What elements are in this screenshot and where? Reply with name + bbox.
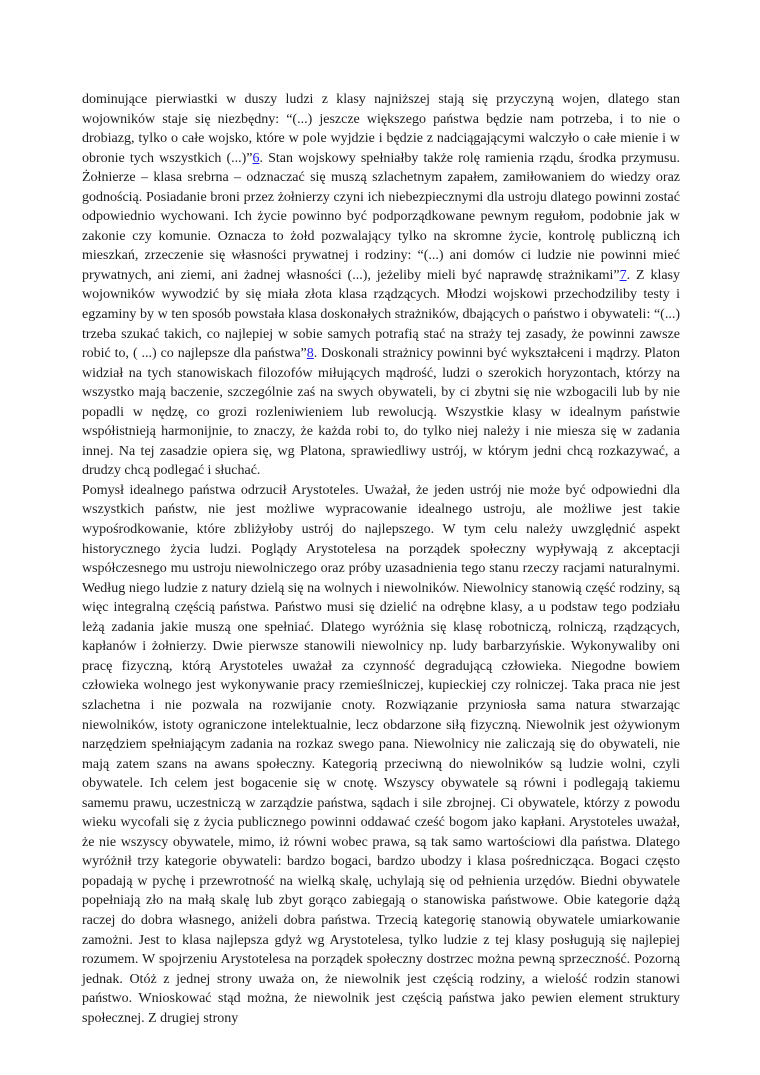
footnote-link-6[interactable]: 6 bbox=[252, 150, 260, 166]
paragraph-plato-text-2: . Stan wojskowy spełniałby także rolę ramienia rządu, środka przymusu. Żołnierze – klasa srebrna – odznaczać się muszą szlachetnym zapałem, zamiłowaniem do wiedzy oraz godnością. Posiadanie broni przez żołnierzy czyni ich niebezpiecznymi dla ustroju dlatego powinni zostać odpowiednio wychowani. Ich życie powinno być podporządkowane pewnym regułom, podobnie jak w zakonie czy komunie. Oznacza to żołd pozwalający tylko na skromne życie, kontrolę publiczną ich mieszkań, zrzeczenie się własności prywatnej i rodziny: “(...) ani domów ci ludzie nie powinni mieć prywatnych, ani ziemi, ani żadnej własności (...), jeżeliby mieli być naprawdę strażnikami” bbox=[82, 150, 681, 283]
paragraph-plato-text-3: . Z klasy wojowników wywodzić by się miała złota klasa rządzących. Młodzi wojskowi przechodziliby testy i egzaminy by w ten sposób powstała klasa doskonałych strażników, dbających o państwo i obywateli: “(...) trzeba szukać takich, co najlepiej w sobie samych potrafią stać na straży tej zasady, że powinni zawsze robić to, ( ...) co najlepsze dla państwa” bbox=[82, 267, 680, 362]
paragraph-plato bbox=[82, 90, 680, 481]
paragraph-aristotle: Pomysł idealnego państwa odrzucił Arystoteles. Uważał, że jeden ustrój nie może być odpowiedni dla wszystkich państw, nie jest możliwe wypracowanie idealnego ustroju, ale możliwe jest takie wypośrodkowanie, które zbliżyłoby ustrój do najlepszego. W tym celu należy uwzględnić aspekt historycznego życia ludzi. Poglądy Arystotelesa na porządek społeczny wypływają z akceptacji współczesnego mu ustroju niewolniczego oraz próby uzasadnienia tego stanu rzeczy racjami naturalnymi. Według niego ludzie z natury dzielą się na wolnych i niewolników. Niewolnicy stanowią część rodziny, są więc integralną częścią państwa. Państwo musi się dzielić na odrębne klasy, a u podstaw tego podziału leżą zadania jakie muszą one spełniać. Dlatego wyróżnia się klasę robotniczą, rolniczą, rządzących, kapłanów i żołnierzy. Dwie pierwsze stanowili niewolnicy np. ludy barbarzyńskie. Wykonywaliby oni pracę fizyczną, którą Arystoteles uważał za czynność degradującą człowieka. Niegodne bowiem człowieka wolnego jest wykonywanie pracy rzemieślniczej, kupieckiej czy rolniczej. Taka praca nie jest szlachetna i nie pozwala na rozwijanie cnoty. Rozwiązanie przyniosła sama natura stwarzając niewolników, istoty ograniczone intelektualnie, lecz obdarzone siłą fizyczną. Niewolnik jest ożywionym narzędziem spełniającym zadania na rozkaz swego pana. Niewolnicy nie zaliczają się do obywateli, nie mają zatem szans na awans społeczny. Kategorią przeciwną do niewolników są ludzie wolni, czyli obywatele. Ich celem jest bogacenie się w cnotę. Wszyscy obywatele są równi i podlegają takiemu samemu prawu, uczestniczą w zarządzie państwa, sądach i sile zbrojnej. Ci obywatele, którzy z powodu wieku wycofali się z życia publicznego powinni oddawać cześć bogom jako kapłani. Arystoteles uważał, że nie wszyscy obywatele, mimo, iż równi wobec prawa, są tak samo wartościowi dla państwa. Dlatego wyróżnił trzy kategorie obywateli: bardzo bogaci, bardzo ubodzy i klasa pośrednicząca. Bogaci często popadają w pychę i przewrotność na wielką skalę, uchylają się od pełnienia urzędów. Biedni obywatele popełniają zło na małą skalę lub zbyt gorąco zabiegają o stanowiska państwowe. Obie kategorie dążą raczej do dobra własnego, aniżeli dobra państwa. Trzecią kategorię stanowią obywatele umiarkowanie zamożni. Jest to klasa najlepsza gdyż wg Arystotelesa, tylko ludzie z tej klasy posługują się najlepiej rozumem. W spojrzeniu Arystotelesa na porządek społeczny dostrzec można pewną sprzeczność. Pozorną jednak. Otóż z jednej strony uważa on, że niewolnik jest częścią rodziny, a wielość rodzin stanowi państwo. Wnioskować stąd można, że niewolnik jest częścią państwa jako pewien element struktury społecznej. Z drugiej strony bbox=[82, 482, 680, 1026]
paragraph-plato-text-4: . Doskonali strażnicy powinni być wykształceni i mądrzy. Platon widział na tych stanowiskach filozofów miłujących mądrość, ludzi o szerokich horyzontach, którzy na wszystko mają baczenie, szczególnie zaś na swych obywateli, by ci zbytni się nie wzbogacili lub by nie popadli w nędzę, co grozi rozleniwieniem lub rewolucją. Wszystkie klasy w idealnym państwie współistnieją harmonijnie, to znaczy, że każda robi to, do tylko niej należy i nie miesza się w zadania innej. Na tej zasadzie opiera się, wg Platona, sprawiedliwy ustrój, w którym jedni chcą rozkazywać, a drudzy chcą podlegać i słuchać. bbox=[82, 346, 680, 479]
paragraph-plato-text-1: dominujące pierwiastki w duszy ludzi z klasy najniższej stają się przyczyną wojen, dlatego stan wojowników staje się niezbędny: “(...) jeszcze większego państwa będzie nam potrzeba, i to nie o drobiazg, tylko o całe wojsko, które w pole wyjdzie i będzie z nadciągającymi walczyło o całe mienie i w obronie tych wszystkich (...)” bbox=[82, 92, 680, 166]
footnote-link-7[interactable]: 7 bbox=[619, 267, 627, 283]
footnote-link-8[interactable]: 8 bbox=[306, 346, 314, 362]
